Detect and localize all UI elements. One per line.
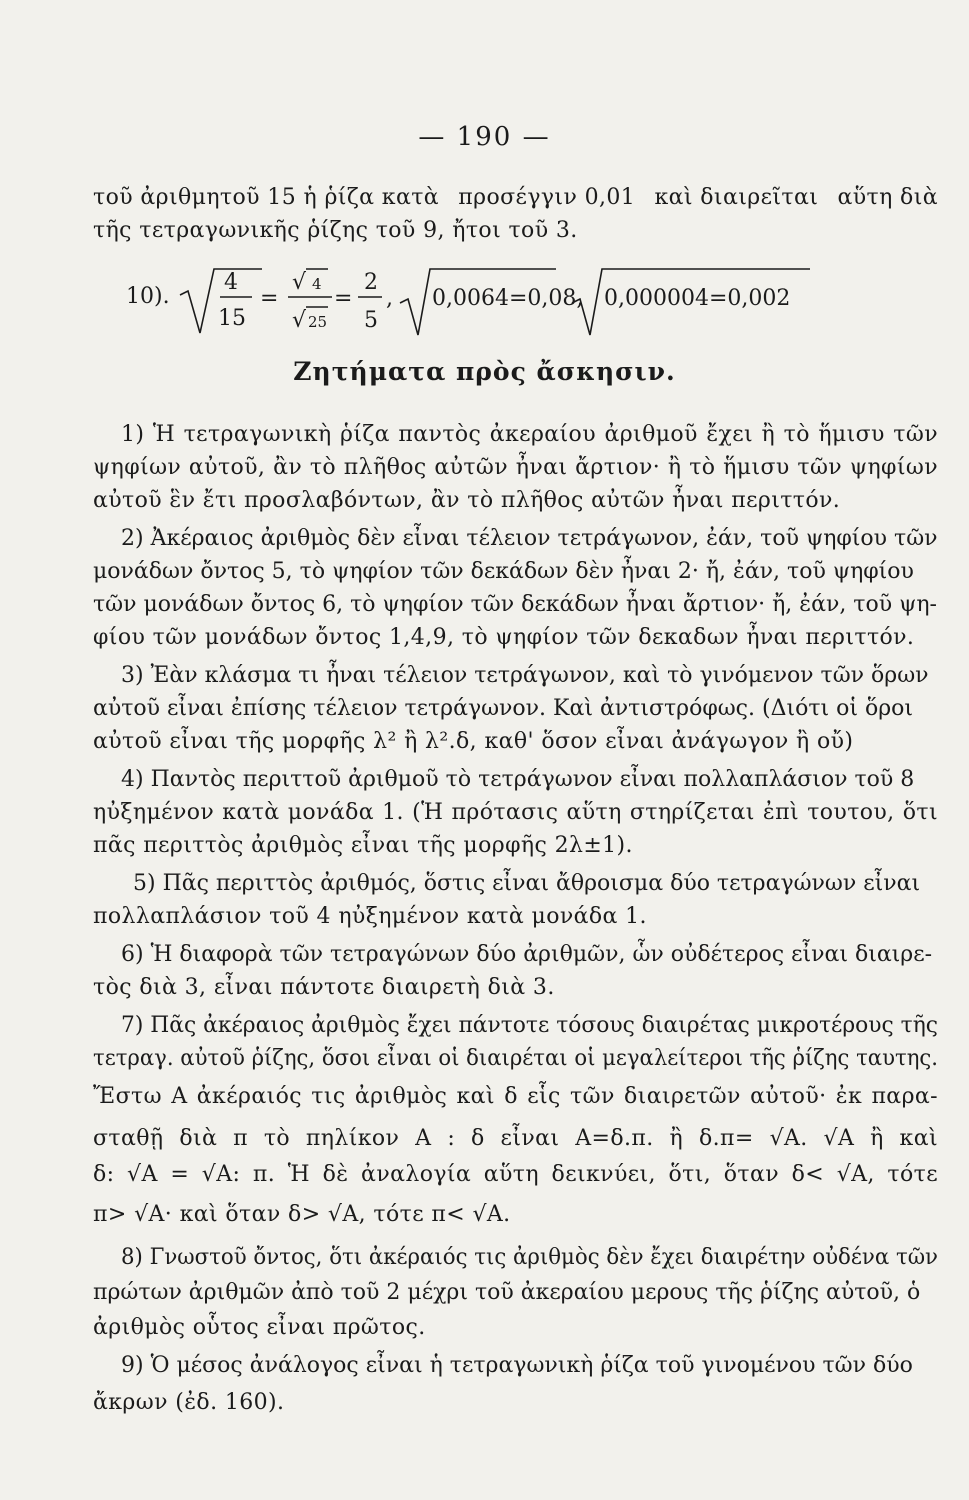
text-line: μονάδων ὄντος 5, τὸ ψηφίον τῶν δεκάδων δὲν ἦναι 2· ἤ, ἐάν, τοῦ ψηφίου [93,559,914,584]
text-line: 9) Ὁ μέσος ἀνάλογος εἶναι ἡ τετραγωνικὴ ῥίζα τοῦ γινομένου τῶν δύο [121,1353,913,1378]
text-line: 7) Πᾶς ἀκέραιος ἀριθμὸς ἔχει πάντοτε τόσους διαιρέτας μικροτέρους τῆς [121,1013,938,1038]
text-line: τῶν μονάδων ὄντος 6, τὸ ψηφίον τῶν δεκάδων ἦναι ἄρτιον· ἤ, ἐάν, τοῦ ψη- [93,592,937,617]
text-line: τὸς διὰ 3, εἶναι πάντοτε διαιρετὴ διὰ 3. [93,975,555,1000]
root-expr-2: 0,000004=0,002 [604,286,791,311]
text-line: 5) Πᾶς περιττὸς ἀριθμός, ὅστις εἶναι ἄθροισμα δύο τετραγώνων εἶναι [133,871,921,896]
intro-1-c: καὶ διαιρεῖται [654,185,819,210]
f2-num: 4 [312,275,322,293]
f2-den: 25 [308,313,328,331]
text-line: ψηφίων αὐτοῦ, ἂν τὸ πλῆθος αὐτῶν ἦναι ἄρτιον· ἢ τὸ ἥμισυ τῶν ψηφίων [93,455,938,480]
equals-sign: = [260,286,279,311]
intro-line-1 [93,183,938,213]
text-line: ἄκρων (ἐδ. 160). [93,1390,285,1415]
f1-den: 15 [218,306,246,331]
root-sign: √ [292,308,307,333]
text-line: πολλαπλάσιον τοῦ 4 ηὐξημένον κατὰ μονάδα 1. [93,904,647,929]
intro-1-a: τοῦ ἀριθμητοῦ 15 ἡ ῥίζα κατὰ [93,185,440,210]
text-line: ἀριθμὸς οὗτος εἶναι πρῶτος. [93,1315,426,1340]
intro-1-b: προσέγγιν 0,01 [458,185,636,210]
text-line: αὐτοῦ ἓν ἔτι προσλαβόντων, ἂν τὸ πλῆθος αὐτῶν ἦναι περιττόν. [93,488,841,513]
text-line: αὐτοῦ εἶναι ἐπίσης τέλειον τετράγωνον. Καὶ ἀντιστρόφως. (Διότι οἱ ὅροι [93,696,914,721]
intro-line-2: τῆς τετραγωνικῆς ῥίζης τοῦ 9, ἤτοι τοῦ 3. [93,218,578,243]
equals-sign: = [334,286,353,311]
f3-den: 5 [364,308,378,333]
text-line: 4) Παντὸς περιττοῦ ἀριθμοῦ τὸ τετράγωνον εἶναι πολλαπλάσιον τοῦ 8 [121,767,915,792]
f1-num: 4 [224,270,238,295]
text-line: 8) Γνωστοῦ ὄντος, ὅτι ἀκέραιός τις ἀριθμὸς δὲν ἔχει διαιρέτην οὐδένα τῶν [121,1245,938,1270]
text-line: 1) Ἡ τετραγωνικὴ ῥίζα παντὸς ἀκεραίου ἀριθμοῦ ἔχει ἢ τὸ ἥμισυ τῶν [121,422,938,447]
text-line: π> √Α· καὶ ὅταν δ> √Α, τότε π< √Α. [93,1202,511,1227]
text-line: πρώτων ἀριθμῶν ἀπὸ τοῦ 2 μέχρι τοῦ ἀκεραίου μερους τῆς ῥίζης αὐτοῦ, ὁ [93,1280,921,1305]
text-line: ηὐξημένον κατὰ μονάδα 1. (Ἡ πρότασις αὕτη στηρίζεται ἐπὶ τουτου, ὅτι [93,800,938,825]
formula-label: 10). [126,284,170,309]
page-number: — 190 — [418,122,551,152]
root-expr-1: 0,0064=0,08, [432,286,584,311]
text-line: Ἔστω Α ἀκέραιός τις ἀριθμὸς καὶ δ εἷς τῶν διαιρετῶν αὐτοῦ· ἐκ παρα- [93,1084,938,1109]
text-line: πᾶς περιττὸς ἀριθμὸς εἶναι τῆς μορφῆς 2λ±1). [93,833,633,858]
formula-svg [120,255,940,355]
text-line: 3) Ἐὰν κλάσμα τι ἦναι τέλειον τετράγωνον, καὶ τὸ γινόμενον τῶν ὅρων [121,663,929,688]
text-line: αὐτοῦ εἶναι τῆς μορφῆς λ² ἢ λ².δ, καθ' ὅσον εἶναι ἀνάγωγον ἢ οὔ) [93,729,854,754]
f3-num: 2 [364,270,378,295]
text-line: φίου τῶν μονάδων ὄντος 1,4,9, τὸ ψηφίον τῶν δεκαδων ἦναι περιττόν. [93,625,915,650]
text-line: σταθῇ διὰ π τὸ πηλίκον Α : δ εἶναι Α=δ.π. ἢ δ.π= √Α. √Α ἢ καὶ [93,1126,938,1151]
root-sign: √ [292,270,307,295]
section-heading: Ζητήματα πρὸς ἄσκησιν. [293,357,676,386]
comma: , [386,286,393,311]
formula-10 [120,255,940,355]
text-line: 6) Ἡ διαφορὰ τῶν τετραγώνων δύο ἀριθμῶν, ὧν οὐδέτερος εἶναι διαιρε- [121,942,933,967]
intro-1-d: αὕτη διὰ [837,185,938,210]
text-line: δ: √Α = √Α: π. Ἡ δὲ ἀναλογία αὕτη δεικνύει, ὅτι, ὅταν δ< √Α, τότε [93,1162,938,1187]
text-line: τετραγ. αὐτοῦ ῥίζης, ὅσοι εἶναι οἱ διαιρέται οἱ μεγαλείτεροι τῆς ῥίζης ταυτης. [93,1046,938,1071]
text-line: 2) Ἀκέραιος ἀριθμὸς δὲν εἶναι τέλειον τετράγωνον, ἐάν, τοῦ ψηφίου τῶν [121,526,938,551]
